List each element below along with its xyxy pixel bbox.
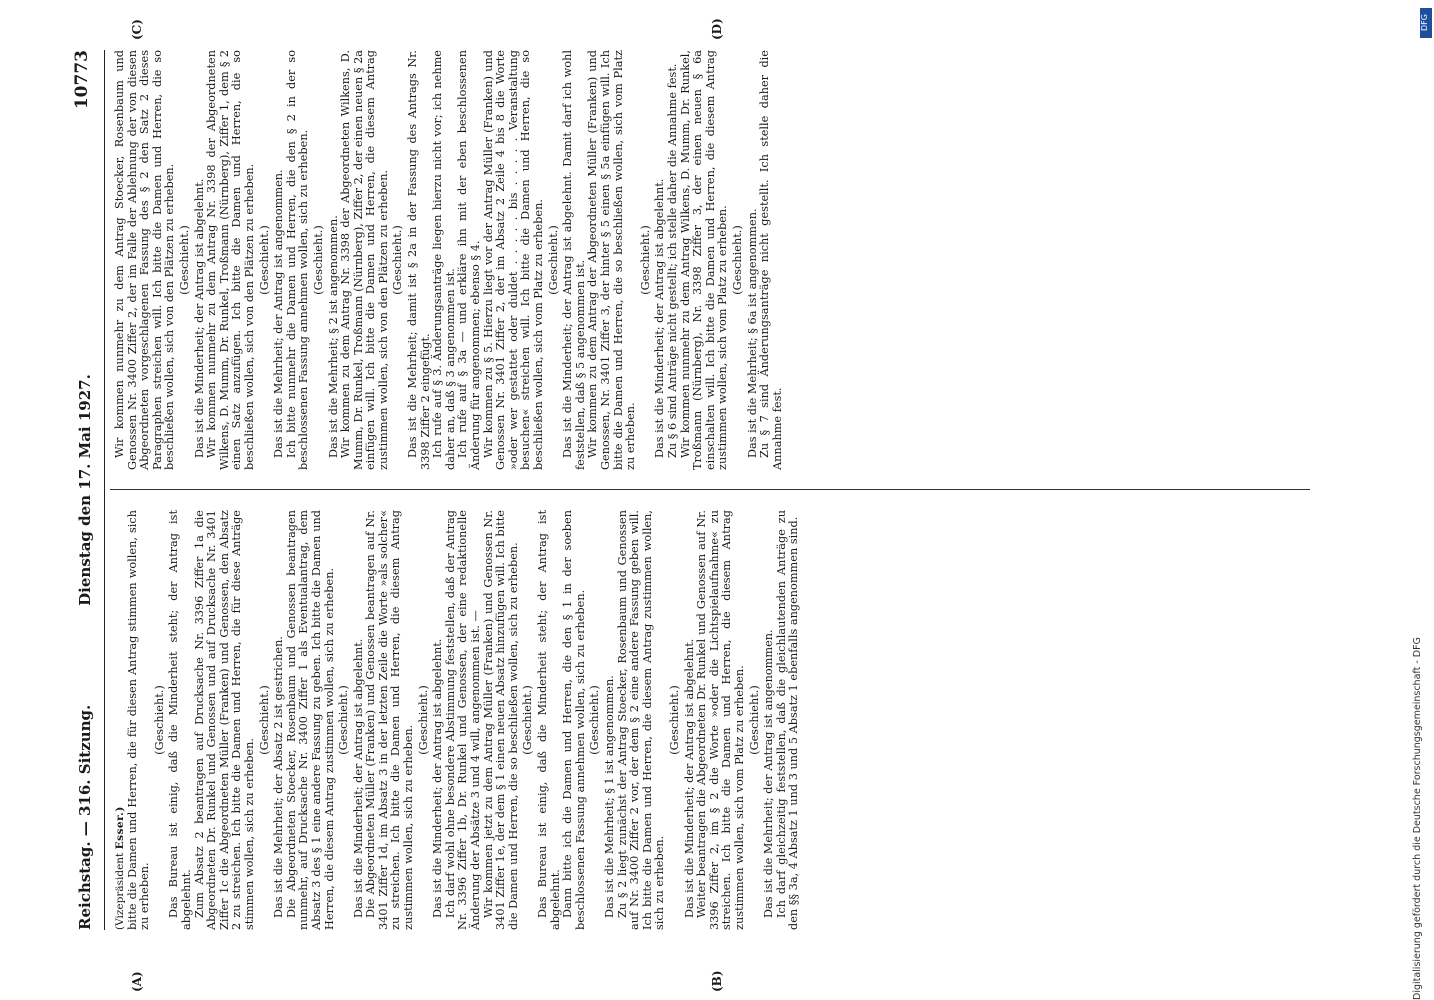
paragraph: Ich rufe auf § 3. Änderungsanträge liegen hierzu nicht vor; ich nehme daher an, daß § 3 angenommen ist. [431, 50, 457, 470]
column-right-body [114, 50, 784, 470]
stage-direction: (Geschieht.) [588, 685, 602, 755]
paragraph: Wir kommen zu dem Antrag Nr. 3398 der Abgeordneten Wilkens, D. Mumm, Dr. Runkel, Troßmann (Nürnberg), Ziffer 2, der einen neuen § 2a einfügen will. Ich bitte die Damen und Herren, die diesem Antrag zustimmen wollen, sich von den Plätzen zu erheben. [339, 49, 390, 470]
paragraph: Zu § 7 sind Änderungsanträge nicht gestellt. Ich stelle daher die Annahme fest. [758, 50, 784, 470]
paragraph: Zu § 2 liegt zunächst der Antrag Stoecker, Rosenbaum und Genossen auf Nr. 3400 Ziffer 2 vor, der dem § 2 eine andere Fassung geben will. Ich bitte die Damen und Herren, die diesem Antrag zustimmen wollen, sich zu erheben. [615, 510, 667, 930]
paragraph: Zu § 6 sind Anträge nicht gestellt; ich stelle daher die Annahme fest. [665, 63, 679, 458]
speaker-line [114, 510, 127, 930]
stage-direction: (Geschieht.) [667, 685, 681, 755]
paragraph: Das ist die Minderheit; der Antrag ist abgelehnt. [192, 178, 206, 458]
margin-marker-c: (C) [130, 19, 144, 40]
paragraph: Das ist die Minderheit; der Antrag ist abgelehnt. [653, 178, 667, 458]
paragraph: Das ist die Minderheit; der Antrag ist abgelehnt. Damit darf ich wohl feststellen, daß § 5 angenommen ist. [561, 50, 587, 470]
stage-direction: (Geschieht.) [257, 225, 271, 295]
stage-direction: (Geschieht.) [747, 685, 761, 755]
paragraph: Das ist die Minderheit; der Antrag ist abgelehnt. [682, 638, 696, 918]
stage-direction: (Geschieht.) [311, 225, 325, 295]
paragraph: Zum Absatz 2 beantragen auf Drucksache Nr. 3396 Ziffer 1a die Abgeordneten Dr. Runkel und Genossen und auf Drucksache Nr. 3401 Ziffer 1c die Abgeordneten Müller (Franken) und Genossen, den Absatz 2 zu streichen. Ich bitte die Damen und Herren, die für diese Anträge stimmen wollen, sich zu erheben. [192, 510, 256, 930]
stage-direction: (Geschieht.) [257, 685, 271, 755]
paragraph: Ich darf wohl ohne besondere Abstimmung feststellen, daß der Antrag Nr. 3396 Ziffer 1b, Dr. Runkel und Genossen, der eine redaktionelle Änderung der Absätze 3 und 4 will, angenommen ist. — [443, 510, 483, 930]
speaker-name: Esser.) [114, 806, 126, 850]
rotated-page [70, 18, 1310, 992]
paragraph: Das ist die Mehrheit; § 2 ist angenommen. [326, 215, 340, 458]
paragraph: Wir kommen nunmehr zu dem Antrag Stoecker, Rosenbaum und Genossen Nr. 3400 Ziffer 2, der im Falle der Ablehnung der von diesen Abgeordneten vorgeschlagenen Fassung des § 2 den Satz 2 dieses Paragraphen streichen will. Ich bitte die Damen und Herren, die so beschließen wollen, sich von den Plätzen zu erheben. [113, 50, 177, 470]
header-date: Dienstag den 17. Mai 1927. [76, 374, 94, 606]
paragraph: Das ist die Mehrheit; § 1 ist angenommen. [602, 675, 616, 918]
header-left: Reichstag. — 316. Sitzung. [76, 704, 94, 930]
stage-direction: (Geschieht.) [337, 685, 351, 755]
margin-marker-d: (D) [710, 18, 724, 40]
margin-marker-a: (A) [130, 971, 144, 992]
stage-direction: (Geschieht.) [416, 685, 430, 755]
paragraph: Das ist die Mehrheit; der Antrag ist angenommen. [762, 629, 776, 918]
paragraph: bitte die Damen und Herren, die für diesen Antrag stimmen wollen, sich zu erheben. [125, 510, 152, 930]
footer-credit: Digitalisierung gefördert durch die Deutsche Forschungsgemeinschaft - DFG [1412, 637, 1423, 1000]
paragraph: Das Bureau ist einig, daß die Minderheit steht; der Antrag ist abgelehnt. [167, 510, 193, 930]
column-right [114, 50, 784, 470]
column-left [114, 510, 801, 930]
paragraph: Die Abgeordneten Müller (Franken) und Genossen beantragen auf Nr. 3401 Ziffer 1d, im Absatz 3 in der letzten Zeile die Worte »als solcher« zu streichen. Ich bitte die Damen und Herren, die diesem Antrag zustimmen wollen, sich zu erheben. [364, 510, 416, 930]
stage-direction: (Geschieht.) [546, 225, 560, 295]
column-left-body [127, 510, 801, 930]
paragraph: Weiter beantragen die Abgeordneten Dr. Runkel und Genossen auf Nr. 3396 Ziffer 2, im § 2 die Worte »oder die Lichtspielaufnahme« zu streichen. Ich bitte die Damen und Herren, die diesem Antrag zustimmen wollen, sich vom Platz zu erheben. [695, 510, 746, 930]
paragraph: Das ist die Mehrheit; der Absatz 2 ist gestrichen. [272, 636, 286, 918]
paragraph: Wir kommen nunmehr zu dem Antrag Nr. 3398 der Abgeordneten Wilkens, D. Mumm, Dr. Runkel, Troßmann (Nürnberg), Ziffer 1, dem § 2 einen Satz anzufügen. Ich bitte die Damen und Herren, die so beschließen wollen, sich von den Plätzen zu erheben. [205, 50, 256, 470]
paragraph: Wir kommen zu dem Antrag der Abgeordneten Müller (Franken) und Genossen, Nr. 3401 Ziffer 3, der hinter § 5 einen § 5a einfügen will. Ich bitte die Damen und Herren, die so beschließen wollen, sich vom Platz zu erheben. [586, 50, 638, 470]
stage-direction: (Geschieht.) [391, 225, 405, 295]
paragraph: Wir kommen jetzt zu dem Antrag Müller (Franken) und Genossen Nr. 3401 Ziffer 1e, der dem § 1 einen neuen Absatz hinzufügen will. Ich bitte die Damen und Herren, die so beschließen wollen, sich zu erheben. [481, 510, 520, 930]
paragraph: Ich rufe auf § 3a — und erkläre ihn mit der eben beschlossenen Änderung für angenommen; ebenso § 4. [456, 50, 483, 470]
paragraph: Das Bureau ist einig, daß die Minderheit steht; der Antrag ist abgelehnt. [536, 510, 562, 930]
header-rule [104, 50, 105, 930]
paragraph: Das ist die Minderheit; der Antrag ist abgelehnt. [431, 638, 445, 918]
speaker-label: (Vizepräsident [114, 852, 126, 930]
paragraph: Das ist die Mehrheit; § 6a ist angenommen. [745, 208, 759, 458]
paragraph: Das ist die Minderheit; der Antrag ist abgelehnt. [351, 638, 365, 918]
stage-direction: (Geschieht.) [730, 225, 744, 295]
paragraph: Ich darf gleichzeitig feststellen, daß die gleichlautenden Anträge zu den §§ 3a, 4 Absatz 1 und 3 und 5 Absatz 1 ebenfalls angenommen sind. [774, 510, 801, 930]
paragraph: Die Abgeordneten Stoecker, Rosenbaum und Genossen beantragen nunmehr, auf Drucksache Nr. 3400 Ziffer 1 als Eventualantrag, dem Absatz 3 des § 1 eine andere Fassung zu geben. Ich bitte die Damen und Herren, die diesem Antrag zustimmen wollen, sich zu erheben. [284, 510, 336, 930]
margin-marker-b: (B) [710, 970, 724, 992]
page-header [70, 50, 98, 930]
page-number: 10773 [72, 50, 92, 110]
dfg-logo: DFG [1420, 8, 1432, 38]
column-divider [110, 489, 1310, 490]
stage-direction: (Geschieht.) [152, 685, 166, 755]
paragraph: Ich bitte nunmehr die Damen und Herren, die den § 2 in der so beschlossenen Fassung annehmen wollen, sich zu erheben. [284, 50, 311, 470]
stage-direction: (Geschieht.) [638, 225, 652, 295]
stage-direction: (Geschieht.) [521, 685, 535, 755]
paragraph: Wir kommen nunmehr zu dem Antrag Wilkens, D. Mumm, Dr. Runkel, Troßmann (Nürnberg), Nr. 3398 Ziffer 3, der einen neuen § 6a einschalten will. Ich bitte die Damen und Herren, die diesem Antrag zustimmen wollen, sich vom Platz zu erheben. [678, 50, 730, 470]
paragraph: Das ist die Mehrheit; der Antrag ist angenommen. [272, 169, 286, 458]
paragraph: Das ist die Mehrheit; damit ist § 2a in der Fassung des Antrags Nr. 3398 Ziffer 2 eingefügt. [406, 50, 432, 470]
paragraph: Wir kommen zu § 5. Hierzu liegt vor der Antrag Müller (Franken) und Genossen Nr. 3401 Ziffer 2, der im Absatz 2 Zeile 4 bis 8 die Worte »oder wer gestattet oder duldet . . . . . bis . . . . . Veranstaltung besuchen« streichen will. Ich bitte die Damen und Herren, die so beschließen wollen, sich vom Platz zu erheben. [481, 50, 545, 470]
stage-direction: (Geschieht.) [177, 225, 191, 295]
paragraph: Dann bitte ich die Damen und Herren, die den § 1 in der soeben beschlossenen Fassung annehmen wollen, sich zu erheben. [561, 510, 587, 930]
